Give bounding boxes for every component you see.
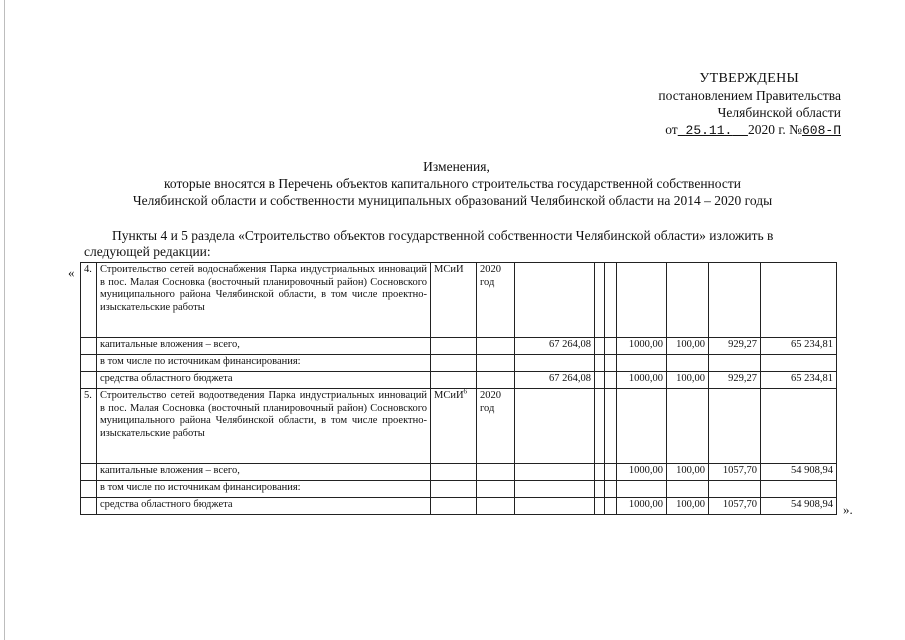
- cell-final-amount: 65 234,81: [761, 372, 837, 389]
- document-heading: [0, 158, 905, 209]
- cell-amount-1: 1000,00: [617, 498, 667, 515]
- heading-line-1: Изменения,: [423, 159, 490, 174]
- cell-organization: [431, 481, 477, 498]
- cell-final-amount: [761, 263, 837, 338]
- table-row: [81, 263, 837, 338]
- cell-amount-3: 1057,70: [709, 464, 761, 481]
- approval-line-2: Челябинской области: [717, 105, 841, 120]
- cell-organization: [431, 338, 477, 355]
- cell-number: [81, 355, 97, 372]
- cell-empty-a: [595, 263, 605, 338]
- cell-object-name: капитальные вложения – всего,: [97, 338, 431, 355]
- cell-final-amount: 65 234,81: [761, 338, 837, 355]
- cell-organization: [431, 389, 477, 464]
- approval-date-value: 25.11.: [685, 123, 733, 138]
- cell-empty-b: [605, 464, 617, 481]
- cell-number: [81, 338, 97, 355]
- cell-object-name: в том числе по источникам финансирования:: [97, 481, 431, 498]
- cell-total: 67 264,08: [515, 372, 595, 389]
- cell-empty-a: [595, 338, 605, 355]
- approval-date-line: [611, 121, 841, 139]
- cell-empty-a: [595, 389, 605, 464]
- table-row: [81, 355, 837, 372]
- cell-amount-2: 100,00: [667, 338, 709, 355]
- cell-total: [515, 498, 595, 515]
- cell-object-name: в том числе по источникам финансирования:: [97, 355, 431, 372]
- cell-year: 2020 год: [477, 389, 515, 464]
- cell-empty-b: [605, 481, 617, 498]
- cell-empty-b: [605, 372, 617, 389]
- cell-empty-a: [595, 372, 605, 389]
- cell-final-amount: [761, 481, 837, 498]
- cell-amount-1: [617, 263, 667, 338]
- quote-close: ».: [843, 502, 853, 517]
- cell-empty-a: [595, 481, 605, 498]
- cell-amount-2: [667, 355, 709, 372]
- approval-date-prefix: от: [665, 122, 678, 137]
- cell-final-amount: [761, 389, 837, 464]
- cell-amount-3: [709, 389, 761, 464]
- cell-year: [477, 355, 515, 372]
- quote-open: «: [68, 265, 75, 280]
- table-row: [81, 389, 837, 464]
- approval-year: 2020 г. №: [747, 122, 802, 137]
- cell-organization: [431, 498, 477, 515]
- cell-total: 67 264,08: [515, 338, 595, 355]
- heading-line-3: Челябинской области и собственности муниципальных образований Челябинской области на 2014 – 2020 годы: [132, 193, 773, 208]
- intro-line-1: Пункты 4 и 5 раздела «Строительство объектов государственной собственности Челябинской области» изложить в: [112, 228, 774, 243]
- cell-organization: [431, 464, 477, 481]
- table-row: [81, 338, 837, 355]
- cell-amount-1: [617, 355, 667, 372]
- cell-amount-1: 1000,00: [617, 372, 667, 389]
- cell-amount-2: [667, 263, 709, 338]
- cell-amount-3: [709, 263, 761, 338]
- table-row: [81, 481, 837, 498]
- table-body: [81, 263, 837, 515]
- cell-number: [81, 498, 97, 515]
- approval-number: 608-П: [801, 123, 841, 138]
- cell-year: [477, 481, 515, 498]
- cell-amount-2: 100,00: [667, 372, 709, 389]
- cell-empty-a: [595, 498, 605, 515]
- cell-object-name: Строительство сетей водоснабжения Парка индустриальных инноваций в пос. Малая Сосновка (восточный планировочный район) Сосновского муниципального района Челябинской области, в том числе проектно-изыскательские работы: [97, 263, 431, 338]
- table-row: [81, 498, 837, 515]
- cell-amount-2: 100,00: [667, 498, 709, 515]
- cell-empty-b: [605, 389, 617, 464]
- cell-organization: [431, 372, 477, 389]
- scan-edge-line: [4, 0, 5, 640]
- table-row: [81, 464, 837, 481]
- cell-amount-2: [667, 481, 709, 498]
- approval-line-1: постановлением Правительства: [658, 88, 841, 103]
- cell-empty-a: [595, 355, 605, 372]
- cell-amount-2: 100,00: [667, 464, 709, 481]
- cell-empty-b: [605, 338, 617, 355]
- cell-number: [81, 464, 97, 481]
- heading-line-2: которые вносятся в Перечень объектов капитального строительства государственной собственности: [164, 176, 741, 191]
- table-row: [81, 372, 837, 389]
- cell-amount-3: [709, 481, 761, 498]
- cell-total: [515, 263, 595, 338]
- cell-object-name: Строительство сетей водоотведения Парка индустриальных инноваций в пос. Малая Сосновка (восточный планировочный район) Сосновского муниципального района Челябинской области, в том числе проектно-изыскательские работы: [97, 389, 431, 464]
- cell-amount-1: [617, 481, 667, 498]
- cell-empty-b: [605, 355, 617, 372]
- cell-object-name: капитальные вложения – всего,: [97, 464, 431, 481]
- cell-organization: [431, 263, 477, 338]
- cell-empty-b: [605, 498, 617, 515]
- cell-final-amount: 54 908,94: [761, 498, 837, 515]
- cell-amount-1: 1000,00: [617, 338, 667, 355]
- cell-number: [81, 481, 97, 498]
- cell-final-amount: 54 908,94: [761, 464, 837, 481]
- intro-paragraph: [84, 228, 864, 260]
- cell-year: [477, 338, 515, 355]
- cell-object-name: средства областного бюджета: [97, 372, 431, 389]
- cell-amount-3: 1057,70: [709, 498, 761, 515]
- cell-empty-b: [605, 263, 617, 338]
- cell-year: [477, 372, 515, 389]
- cell-empty-a: [595, 464, 605, 481]
- cell-total: [515, 481, 595, 498]
- cell-amount-3: [709, 355, 761, 372]
- intro-line-2: следующей редакции:: [84, 244, 211, 259]
- cell-number: 5.: [81, 389, 97, 464]
- cell-amount-3: 929,27: [709, 338, 761, 355]
- organization-text: МСиИ: [434, 390, 464, 401]
- cell-amount-1: [617, 389, 667, 464]
- cell-year: [477, 498, 515, 515]
- cell-number: [81, 372, 97, 389]
- approval-date: [678, 123, 748, 138]
- cell-amount-1: 1000,00: [617, 464, 667, 481]
- cell-final-amount: [761, 355, 837, 372]
- cell-year: [477, 464, 515, 481]
- cell-year: 2020 год: [477, 263, 515, 338]
- approval-stamp: [611, 70, 841, 139]
- cell-total: [515, 389, 595, 464]
- cell-object-name: средства областного бюджета: [97, 498, 431, 515]
- cell-number: 4.: [81, 263, 97, 338]
- cell-total: [515, 355, 595, 372]
- objects-table: [80, 262, 837, 515]
- approval-title: УТВЕРЖДЕНЫ: [699, 71, 799, 86]
- cell-amount-3: 929,27: [709, 372, 761, 389]
- organization-footnote: 6: [463, 388, 468, 396]
- organization-text: МСиИ: [434, 264, 464, 275]
- cell-total: [515, 464, 595, 481]
- cell-amount-2: [667, 389, 709, 464]
- cell-organization: [431, 355, 477, 372]
